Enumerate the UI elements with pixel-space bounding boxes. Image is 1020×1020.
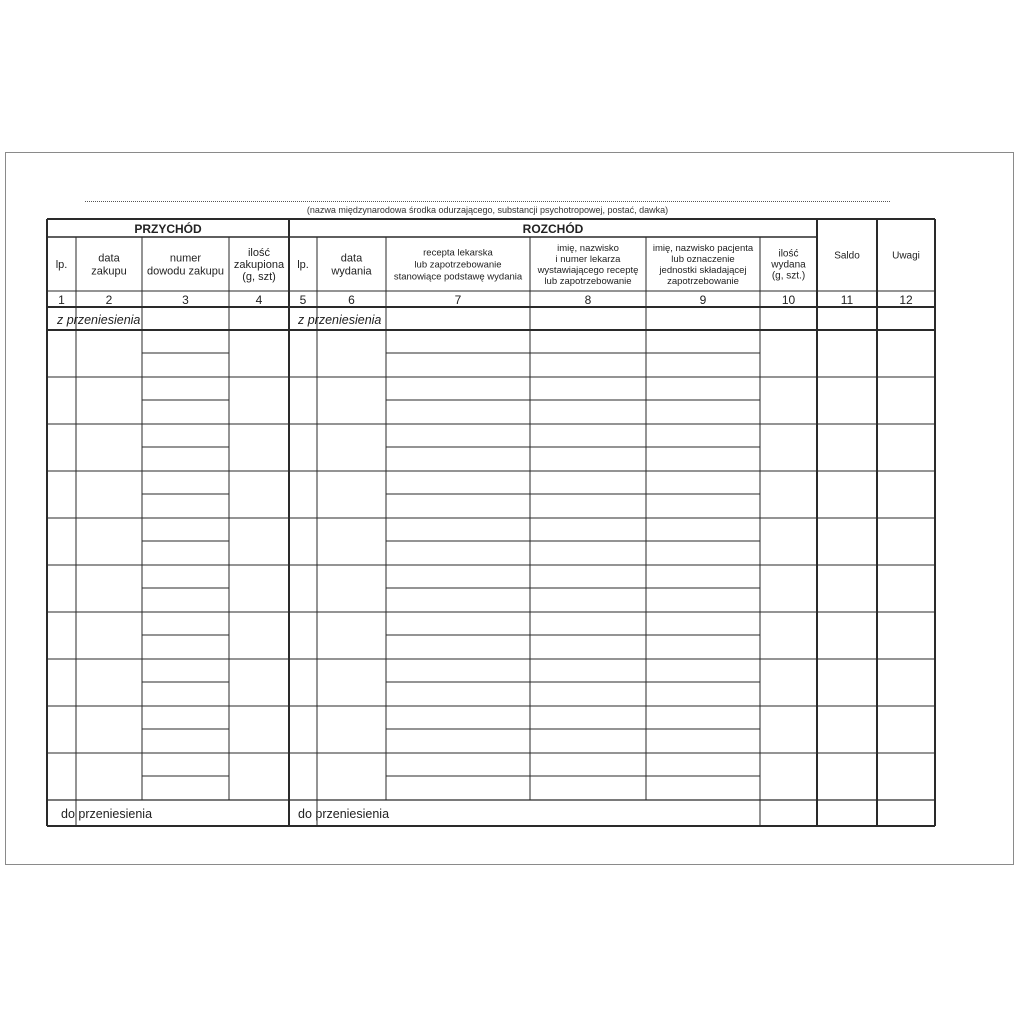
entry-cell[interactable]	[318, 378, 385, 423]
entry-cell[interactable]	[761, 660, 816, 705]
entry-cell[interactable]	[318, 754, 385, 799]
entry-cell[interactable]	[290, 613, 316, 658]
entry-cell[interactable]	[318, 707, 385, 752]
entry-cell[interactable]	[290, 707, 316, 752]
entry-cell[interactable]	[387, 425, 529, 470]
entry-cell[interactable]	[230, 425, 288, 470]
entry-cell[interactable]	[531, 331, 645, 376]
entry-cell[interactable]	[531, 707, 645, 752]
entry-cell[interactable]	[48, 378, 75, 423]
entry-cell[interactable]	[818, 472, 876, 517]
entry-cell[interactable]	[290, 519, 316, 564]
entry-cell[interactable]	[761, 754, 816, 799]
column-header-4: zakupiona	[233, 258, 285, 271]
entry-cell[interactable]	[878, 660, 934, 705]
entry-cell[interactable]	[143, 519, 228, 564]
entry-cell[interactable]	[318, 425, 385, 470]
entry-cell[interactable]	[878, 472, 934, 517]
entry-cell[interactable]	[48, 566, 75, 611]
entry-cell[interactable]	[230, 707, 288, 752]
entry-cell[interactable]	[318, 660, 385, 705]
column-number-3: 3	[182, 293, 189, 307]
column-header-8: imię, nazwisko	[557, 242, 619, 254]
column-header-2: data	[98, 252, 120, 265]
entry-cell[interactable]	[77, 660, 141, 705]
entry-cell[interactable]	[77, 613, 141, 658]
entry-cell[interactable]	[761, 331, 816, 376]
entry-cell[interactable]	[290, 754, 316, 799]
entry-cell[interactable]	[387, 378, 529, 423]
entry-cell[interactable]	[290, 331, 316, 376]
entry-cell[interactable]	[387, 660, 529, 705]
entry-cell[interactable]	[318, 519, 385, 564]
entry-cell[interactable]	[290, 566, 316, 611]
entry-cell[interactable]	[387, 519, 529, 564]
entry-cell[interactable]	[761, 519, 816, 564]
column-header-10: ilość	[778, 248, 799, 260]
entry-cell[interactable]	[761, 472, 816, 517]
entry-cell[interactable]	[878, 378, 934, 423]
entry-cell[interactable]	[143, 566, 228, 611]
entry-cell[interactable]	[761, 613, 816, 658]
column-number-10: 10	[781, 293, 796, 307]
entry-cell[interactable]	[387, 331, 529, 376]
column-header-7: recepta lekarska	[423, 247, 493, 259]
column-header-11: Saldo	[834, 250, 860, 262]
entry-cell[interactable]	[48, 660, 75, 705]
column-header-12: Uwagi	[892, 250, 920, 262]
entry-cell[interactable]	[647, 519, 759, 564]
entry-cell[interactable]	[290, 378, 316, 423]
entry-cell[interactable]	[230, 378, 288, 423]
column-header-4: (g, szt)	[242, 270, 276, 283]
column-number-7: 7	[454, 293, 462, 307]
column-number-9: 9	[699, 293, 707, 307]
entry-cell[interactable]	[647, 472, 759, 517]
entry-cell[interactable]	[818, 519, 876, 564]
entry-cell[interactable]	[77, 331, 141, 376]
entry-cell[interactable]	[647, 707, 759, 752]
rozchod-title: ROZCHÓD	[522, 222, 584, 236]
entry-cell[interactable]	[818, 613, 876, 658]
entry-cell[interactable]	[77, 707, 141, 752]
entry-cell[interactable]	[761, 707, 816, 752]
column-header-9: zapotrzebowanie	[667, 275, 739, 287]
entry-cell[interactable]	[143, 613, 228, 658]
entry-cell[interactable]	[48, 425, 75, 470]
entry-cell[interactable]	[77, 519, 141, 564]
entry-cell[interactable]	[647, 660, 759, 705]
column-number-11: 11	[840, 293, 854, 307]
entry-cell[interactable]	[878, 754, 934, 799]
entry-cell[interactable]	[818, 378, 876, 423]
column-number-4: 4	[255, 293, 263, 307]
entry-cell[interactable]	[647, 566, 759, 611]
column-header-10: (g, szt.)	[771, 270, 806, 282]
column-header-3: numer	[169, 252, 202, 265]
entry-cell[interactable]	[531, 754, 645, 799]
entry-cell[interactable]	[878, 613, 934, 658]
entry-cell[interactable]	[143, 707, 228, 752]
entry-cell[interactable]	[387, 707, 529, 752]
entry-cell[interactable]	[818, 660, 876, 705]
column-header-5: lp.	[297, 258, 309, 271]
column-header-1: lp.	[55, 258, 68, 271]
column-header-3: dowodu zakupu	[146, 265, 225, 278]
entry-cell[interactable]	[77, 378, 141, 423]
entry-cell[interactable]	[761, 378, 816, 423]
column-header-10: wydana	[771, 259, 806, 271]
carry-in-rozchod-cell[interactable]	[290, 308, 759, 329]
entry-cell[interactable]	[77, 566, 141, 611]
entry-cell[interactable]	[878, 566, 934, 611]
entry-cell[interactable]	[143, 378, 228, 423]
column-header-9: imię, nazwisko pacjenta	[652, 242, 754, 254]
entry-cell[interactable]	[531, 613, 645, 658]
entry-cell[interactable]	[647, 378, 759, 423]
column-header-8: wystawiającego receptę	[537, 264, 639, 276]
column-header-8: lub zapotrzebowanie	[544, 275, 632, 287]
entry-cell[interactable]	[77, 754, 141, 799]
column-header-7: stanowiące podstawę wydania	[393, 271, 523, 283]
column-header-4: ilość	[247, 246, 271, 259]
entry-cell[interactable]	[647, 613, 759, 658]
carry-out-label-przychod: do przeniesienia	[61, 807, 153, 821]
entry-cell[interactable]	[647, 331, 759, 376]
entry-cell[interactable]	[48, 613, 75, 658]
entry-cell[interactable]	[878, 707, 934, 752]
column-header-6: data	[340, 252, 363, 265]
entry-cell[interactable]	[48, 519, 75, 564]
entry-cell[interactable]	[230, 660, 288, 705]
entry-cell[interactable]	[230, 566, 288, 611]
entry-cell[interactable]	[531, 472, 645, 517]
entry-cell[interactable]	[387, 566, 529, 611]
entry-cell[interactable]	[230, 331, 288, 376]
column-number-8: 8	[584, 293, 592, 307]
column-number-12: 12	[899, 293, 913, 307]
entry-cell[interactable]	[818, 707, 876, 752]
entry-cell[interactable]	[531, 566, 645, 611]
entry-cell[interactable]	[48, 707, 75, 752]
carry-out-rozchod-qty-cell[interactable]	[761, 801, 816, 825]
entry-cell[interactable]	[878, 425, 934, 470]
entry-cell[interactable]	[818, 331, 876, 376]
entry-cell[interactable]	[878, 331, 934, 376]
entry-cell[interactable]	[818, 566, 876, 611]
column-number-1: 1	[58, 293, 65, 307]
entry-cell[interactable]	[387, 613, 529, 658]
entry-cell[interactable]	[318, 566, 385, 611]
column-number-5: 5	[299, 293, 307, 307]
entry-cell[interactable]	[48, 331, 75, 376]
entry-cell[interactable]	[77, 425, 141, 470]
entry-cell[interactable]	[143, 331, 228, 376]
entry-cell[interactable]	[318, 331, 385, 376]
column-header-2: zakupu	[91, 265, 127, 278]
entry-cell[interactable]	[143, 472, 228, 517]
entry-cell[interactable]	[761, 425, 816, 470]
entry-cell[interactable]	[230, 613, 288, 658]
entry-cell[interactable]	[647, 425, 759, 470]
entry-cell[interactable]	[48, 754, 75, 799]
column-number-6: 6	[348, 293, 355, 307]
entry-cell[interactable]	[77, 472, 141, 517]
carry-in-przychod-cell[interactable]	[48, 308, 228, 329]
column-header-9: lub oznaczenie	[671, 253, 735, 265]
entry-cell[interactable]	[318, 472, 385, 517]
entry-cell[interactable]	[761, 566, 816, 611]
entry-cell[interactable]	[531, 425, 645, 470]
entry-cell[interactable]	[818, 754, 876, 799]
entry-cell[interactable]	[818, 425, 876, 470]
entry-cell[interactable]	[230, 754, 288, 799]
entry-cell[interactable]	[230, 519, 288, 564]
entry-cell[interactable]	[143, 425, 228, 470]
carry-out-label-rozchod: do przeniesienia	[298, 807, 390, 821]
entry-cell[interactable]	[318, 613, 385, 658]
entry-cell[interactable]	[531, 519, 645, 564]
entry-cell[interactable]	[143, 754, 228, 799]
column-header-7: lub zapotrzebowanie	[414, 259, 502, 271]
column-header-6: wydania	[331, 265, 372, 278]
carry-out-przychod-qty-cell[interactable]	[230, 801, 288, 825]
entry-cell[interactable]	[290, 472, 316, 517]
entry-cell[interactable]	[230, 472, 288, 517]
przychod-title: PRZYCHÓD	[134, 222, 202, 236]
entry-cell[interactable]	[531, 378, 645, 423]
entry-cell[interactable]	[878, 519, 934, 564]
entry-cell[interactable]	[290, 660, 316, 705]
substance-name-caption: (nazwa międzynarodowa środka odurzającego, substancji psychotropowej, postać, dawka)	[306, 205, 669, 215]
entry-cell[interactable]	[387, 472, 529, 517]
entry-cell[interactable]	[143, 660, 228, 705]
entry-cell[interactable]	[647, 754, 759, 799]
column-header-8: i numer lekarza	[555, 253, 621, 265]
entry-cell[interactable]	[48, 472, 75, 517]
entry-cell[interactable]	[531, 660, 645, 705]
column-number-2: 2	[105, 293, 113, 307]
column-header-9: jednostki składającej	[659, 264, 747, 276]
entry-cell[interactable]	[290, 425, 316, 470]
entry-cell[interactable]	[387, 754, 529, 799]
